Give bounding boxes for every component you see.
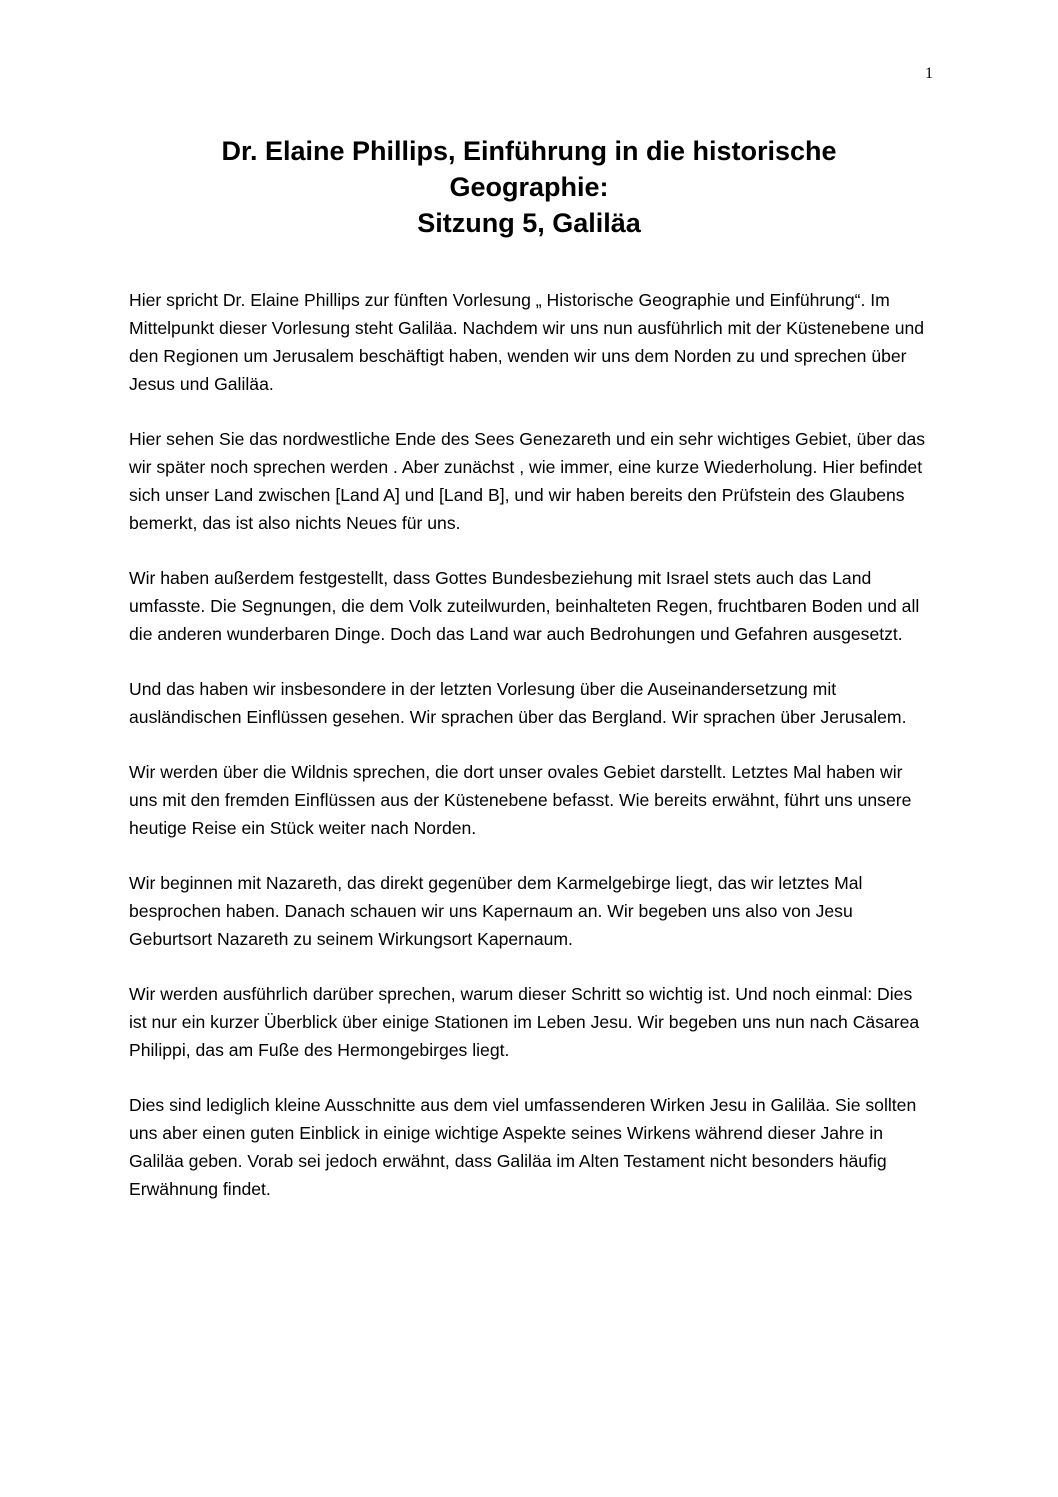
document-title — [100, 133, 958, 241]
title-line-3: Sitzung 5, Galiläa — [417, 208, 641, 238]
paragraph: Und das haben wir insbesondere in der letzten Vorlesung über die Auseinandersetzung mit ausländischen Einflüssen gesehen. Wir sprachen über das Bergland. Wir sprachen über Jerusalem. — [129, 679, 907, 727]
paragraph: Wir werden ausführlich darüber sprechen, warum dieser Schritt so wichtig ist. Und noch einmal: Dies ist nur ein kurzer Überblick über einige Stationen im Leben Jesu. Wir begeben uns nun nach Cäsarea Philippi, das am Fuße des Hermongebirges liegt. — [129, 984, 920, 1060]
paragraph: Dies sind lediglich kleine Ausschnitte aus dem viel umfassenderen Wirken Jesu in Galiläa. Sie sollten uns aber einen guten Einblick in einige wichtige Aspekte seines Wirkens während dieser Jahre in Galiläa geben. Vorab sei jedoch erwähnt, dass Galiläa im Alten Testament nicht besonders häufig Erwähnung findet. — [129, 1095, 917, 1199]
paragraph: Wir haben außerdem festgestellt, dass Gottes Bundesbeziehung mit Israel stets auch das Land umfasste. Die Segnungen, die dem Volk zuteilwurden, beinhalteten Regen, fruchtbaren Boden und all die anderen wunderbaren Dinge. Doch das Land war auch Bedrohungen und Gefahren ausgesetzt. — [129, 568, 920, 644]
document-body — [129, 286, 929, 1230]
paragraph: Wir werden über die Wildnis sprechen, die dort unser ovales Gebiet darstellt. Letztes Mal haben wir uns mit den fremden Einflüssen aus der Küstenebene befasst. Wie bereits erwähnt, führt uns unsere heutige Reise ein Stück weiter nach Norden. — [129, 762, 912, 838]
paragraph: Wir beginnen mit Nazareth, das direkt gegenüber dem Karmelgebirge liegt, das wir letztes Mal besprochen haben. Danach schauen wir uns Kapernaum an. Wir begeben uns also von Jesu Geburtsort Nazareth zu seinem Wirkungsort Kapernaum. — [129, 873, 863, 949]
title-line-2: Geographie: — [449, 172, 609, 202]
title-line-1: Dr. Elaine Phillips, Einführung in die historische — [221, 136, 837, 166]
page-number: 1 — [925, 65, 933, 82]
paragraph: Hier spricht Dr. Elaine Phillips zur fünften Vorlesung „ Historische Geographie und Einführung“. Im Mittelpunkt dieser Vorlesung steht Galiläa. Nachdem wir uns nun ausführlich mit der Küstenebene und den Regionen um Jerusalem beschäftigt haben, wenden wir uns dem Norden zu und sprechen über Jesus und Galiläa. — [129, 290, 925, 394]
paragraph: Hier sehen Sie das nordwestliche Ende des Sees Genezareth und ein sehr wichtiges Gebiet, über das wir später noch sprechen werden . Aber zunächst , wie immer, eine kurze Wiederholung. Hier befindet sich unser Land zwischen [Land A] und [Land B], und wir haben bereits den Prüfstein des Glaubens bemerkt, das ist also nichts Neues für uns. — [129, 429, 926, 533]
